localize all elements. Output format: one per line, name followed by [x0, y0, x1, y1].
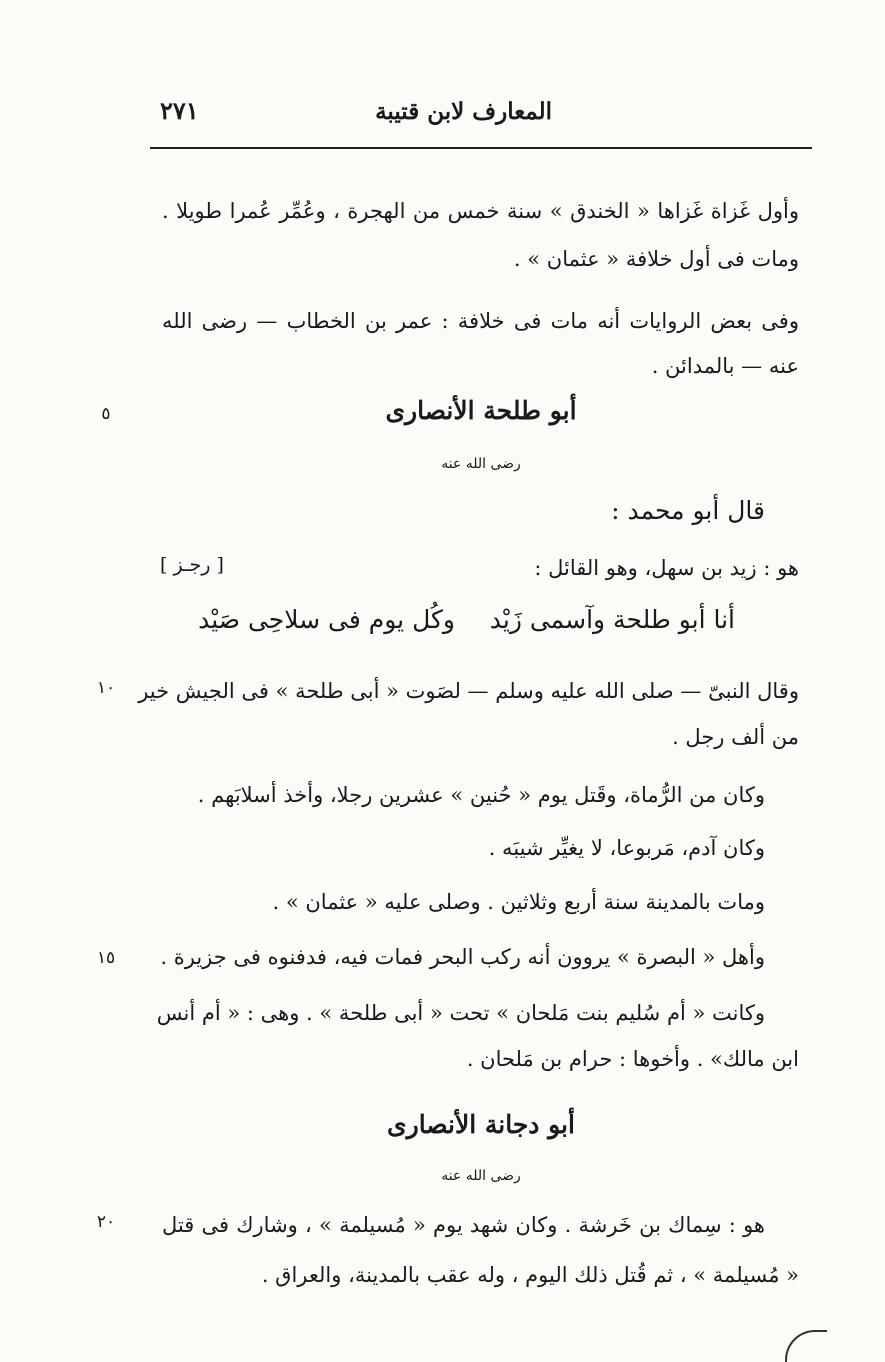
line-number-margin: ١٠ — [96, 678, 116, 698]
page-corner-mark — [785, 1330, 827, 1362]
page-number: ٢٧١ — [160, 96, 199, 125]
book-title: المعارف لابن قتيبة — [375, 98, 552, 125]
text-line: وقال النبىّ — صلى الله عليه وسلم — لصَوت « أبى طلحة » فى الجيش خير — [138, 679, 799, 703]
running-header — [150, 96, 812, 136]
line-number-margin: ٢٠ — [96, 1212, 116, 1232]
text-line: من ألف رجل . — [672, 725, 799, 749]
line-number-margin: ٥ — [101, 404, 111, 424]
poetic-meter: [ رجـز ] — [160, 554, 224, 576]
text-line: هو : سِماك بن خَرشة . وكان شهد يوم « مُسيلمة » ، وشارك فى قتل — [162, 1213, 765, 1237]
text-line: ومات فى أول خلافة « عثمان » . — [513, 247, 799, 271]
header-rule — [150, 147, 812, 149]
verse-hemistich-right: أنا أبو طلحة وآسمى زَيْد — [489, 605, 735, 634]
author-remark: قال أبو محمد : — [611, 496, 765, 525]
section-heading: أبو طلحة الأنصارى — [385, 396, 577, 425]
text-line: وفى بعض الروايات أنه مات فى خلافة : عمر بن الخطاب — رضى الله — [162, 309, 799, 333]
text-line: وكان من الرُّماة، وقَتل يوم « حُنين » عشرين رجلا، وأخذ أسلابَهم . — [197, 783, 765, 807]
text-line: هو : زيد بن سهل، وهو القائل : — [534, 556, 799, 580]
text-line: « مُسيلمة » ، ثم قُتل ذلك اليوم ، وله عقب بالمدينة، والعراق . — [261, 1263, 799, 1287]
section-subtitle: رضى الله عنه — [441, 1168, 521, 1184]
text-line: ومات بالمدينة سنة أربع وثلاثين . وصلى عليه « عثمان » . — [272, 890, 765, 914]
verse-hemistich-left: وكُل يوم فى سلاحِى صَيْد — [198, 605, 455, 634]
text-line: وأهل « البصرة » يروون أنه ركب البحر فمات فيه، فدفنوه فى جزيرة . — [160, 945, 765, 969]
text-line: وأول غَزاة غَزاها « الخندق » سنة خمس من الهجرة ، وعُمِّر عُمرا طويلا . — [162, 199, 799, 223]
section-heading: أبو دجانة الأنصارى — [387, 1110, 575, 1139]
line-number-margin: ١٥ — [96, 948, 116, 968]
section-subtitle: رضى الله عنه — [441, 456, 521, 472]
text-line: ابن مالك» . وأخوها : حرام بن مَلحان . — [466, 1047, 799, 1071]
text-line: وكانت « أم سُليم بنت مَلحان » تحت « أبى طلحة » . وهى : « أم أنس — [156, 1001, 765, 1025]
text-line: عنه — بالمدائن . — [651, 354, 799, 378]
text-line: وكان آدم، مَربوعا، لا يغيِّر شيبَه . — [488, 836, 765, 860]
